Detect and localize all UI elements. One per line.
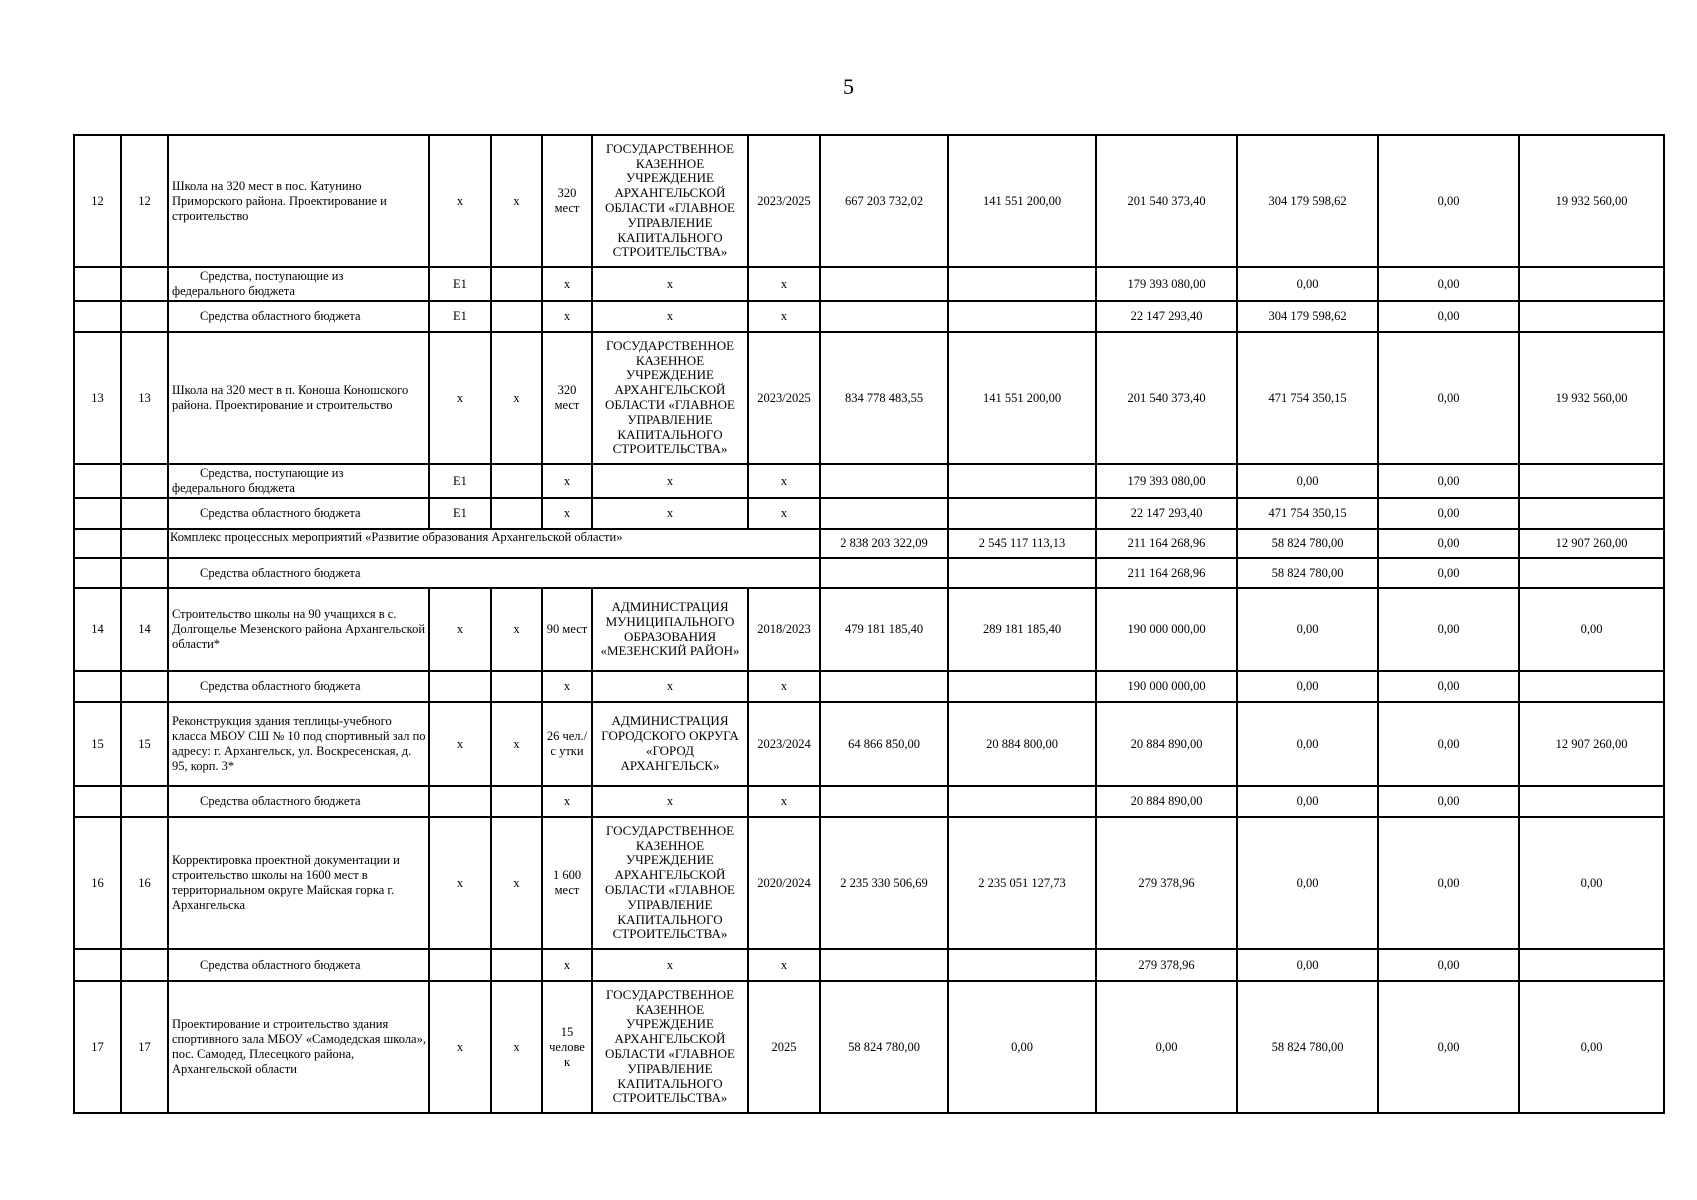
value-cell: 0,00 [1378, 332, 1519, 464]
value-cell: 2 235 051 127,73 [948, 817, 1096, 949]
value-cell: 211 164 268,96 [1096, 529, 1237, 558]
value-cell [1519, 558, 1664, 588]
total-cost: 2 235 330 506,69 [820, 817, 948, 949]
table-row [74, 464, 1664, 498]
organization-cell: ГОСУДАРСТВЕННОЕ КАЗЕННОЕ УЧРЕЖДЕНИЕ АРХАНГЕЛЬСКОЙ ОБЛАСТИ «ГЛАВНОЕ УПРАВЛЕНИЕ КАПИТАЛЬНОГО СТРОИТЕЛЬСТВА» [592, 817, 748, 949]
empty-cell [491, 498, 542, 529]
table-row [74, 529, 1664, 558]
empty-cell [74, 464, 121, 498]
code-cell: x [429, 135, 491, 267]
capacity-cell: x [542, 267, 592, 301]
organization-cell: x [592, 464, 748, 498]
period-cell: x [748, 949, 820, 981]
table-row [74, 949, 1664, 981]
code-cell: x [491, 981, 542, 1113]
value-cell: 0,00 [1378, 267, 1519, 301]
budget-code: E1 [429, 267, 491, 301]
value-cell: 22 147 293,40 [1096, 301, 1237, 332]
empty-cell [491, 301, 542, 332]
value-cell: 289 181 185,40 [948, 588, 1096, 671]
period-cell: 2023/2024 [748, 702, 820, 786]
value-cell: 0,00 [1519, 817, 1664, 949]
table-body [74, 135, 1664, 1113]
value-cell: 0,00 [1378, 949, 1519, 981]
value-cell: 471 754 350,15 [1237, 498, 1378, 529]
value-cell: 12 907 260,00 [1519, 529, 1664, 558]
row-number: 14 [74, 588, 121, 671]
table-row [74, 332, 1664, 464]
empty-cell [491, 267, 542, 301]
value-cell [948, 671, 1096, 702]
funding-source [168, 267, 429, 301]
value-cell: 0,00 [1237, 786, 1378, 817]
row-number: 16 [74, 817, 121, 949]
table-row [74, 301, 1664, 332]
budget-code [429, 949, 491, 981]
value-cell: 279 378,96 [1096, 949, 1237, 981]
object-name: Строительство школы на 90 учащихся в с. Долгощелье Мезенского района Архангельской области* [168, 588, 429, 671]
funding-source-line: Средства областного бюджета [200, 957, 361, 972]
table-row [74, 817, 1664, 949]
table-row [74, 671, 1664, 702]
value-cell: 58 824 780,00 [1237, 981, 1378, 1113]
capacity-cell: 1 600 мест [542, 817, 592, 949]
row-number: 17 [74, 981, 121, 1113]
table-row [74, 558, 1664, 588]
value-cell [1519, 464, 1664, 498]
row-number-secondary: 14 [121, 588, 168, 671]
value-cell: 19 932 560,00 [1519, 332, 1664, 464]
page-number: 5 [843, 74, 854, 99]
funding-source-line: Средства областного бюджета [200, 794, 361, 808]
value-cell: 0,00 [1378, 498, 1519, 529]
row-number: 12 [74, 135, 121, 267]
total-cost: 667 203 732,02 [820, 135, 948, 267]
period-cell: 2020/2024 [748, 817, 820, 949]
table-row [74, 498, 1664, 529]
total-cost: 2 838 203 322,09 [820, 529, 948, 558]
value-cell: 179 393 080,00 [1096, 464, 1237, 498]
value-cell [1519, 949, 1664, 981]
total-cost: 834 778 483,55 [820, 332, 948, 464]
funding-source-line: федерального бюджета [172, 284, 295, 298]
code-cell: x [429, 702, 491, 786]
value-cell: 304 179 598,62 [1237, 301, 1378, 332]
empty-cell [491, 786, 542, 817]
empty-cell [74, 786, 121, 817]
code-cell: x [491, 135, 542, 267]
empty-cell [121, 267, 168, 301]
table-row [74, 588, 1664, 671]
object-name: Школа на 320 мест в п. Коноша Коношского района. Проектирование и строительство [168, 332, 429, 464]
budget-code [429, 786, 491, 817]
budget-table [73, 134, 1665, 1114]
code-cell: x [429, 332, 491, 464]
value-cell [948, 558, 1096, 588]
value-cell: 12 907 260,00 [1519, 702, 1664, 786]
object-name: Школа на 320 мест в пос. Катунино Приморского района. Проектирование и строительство [168, 135, 429, 267]
funding-source-line: Средства областного бюджета [200, 565, 361, 580]
capacity-cell: 90 мест [542, 588, 592, 671]
value-cell: 58 824 780,00 [1237, 529, 1378, 558]
value-cell: 141 551 200,00 [948, 135, 1096, 267]
code-cell: x [429, 817, 491, 949]
value-cell: 0,00 [1378, 671, 1519, 702]
object-name: Проектирование и строительство здания спортивного зала МБОУ «Самодедская школа», пос. Самодед, Плесецкого района, Архангельской области [168, 981, 429, 1113]
funding-source-line: Средства областного бюджета [200, 506, 361, 520]
row-number-secondary: 12 [121, 135, 168, 267]
table-row [74, 267, 1664, 301]
table-row [74, 981, 1664, 1113]
value-cell [948, 464, 1096, 498]
organization-cell: ГОСУДАРСТВЕННОЕ КАЗЕННОЕ УЧРЕЖДЕНИЕ АРХАНГЕЛЬСКОЙ ОБЛАСТИ «ГЛАВНОЕ УПРАВЛЕНИЕ КАПИТАЛЬНОГО СТРОИТЕЛЬСТВА» [592, 981, 748, 1113]
total-cost: 479 181 185,40 [820, 588, 948, 671]
table-row [74, 786, 1664, 817]
value-cell: 0,00 [1237, 588, 1378, 671]
empty-cell [121, 558, 168, 588]
value-cell: 0,00 [1237, 267, 1378, 301]
funding-source [168, 949, 429, 981]
period-cell: 2018/2023 [748, 588, 820, 671]
complex-title: Комплекс процессных мероприятий «Развитие образования Архангельской области» [168, 529, 820, 558]
value-cell [1519, 301, 1664, 332]
value-cell: 279 378,96 [1096, 817, 1237, 949]
capacity-cell: 320 мест [542, 135, 592, 267]
total-cost [820, 464, 948, 498]
value-cell: 0,00 [1237, 817, 1378, 949]
empty-cell [491, 949, 542, 981]
value-cell: 22 147 293,40 [1096, 498, 1237, 529]
value-cell: 201 540 373,40 [1096, 332, 1237, 464]
funding-source-line: Средства областного бюджета [200, 679, 361, 693]
capacity-cell: x [542, 949, 592, 981]
value-cell: 2 545 117 113,13 [948, 529, 1096, 558]
capacity-cell: 320 мест [542, 332, 592, 464]
empty-cell [491, 464, 542, 498]
value-cell [1519, 671, 1664, 702]
capacity-cell: 26 чел./с утки [542, 702, 592, 786]
empty-cell [121, 301, 168, 332]
empty-cell [74, 498, 121, 529]
value-cell: 0,00 [1378, 301, 1519, 332]
value-cell: 0,00 [1378, 135, 1519, 267]
total-cost [820, 558, 948, 588]
period-cell: 2025 [748, 981, 820, 1113]
value-cell: 471 754 350,15 [1237, 332, 1378, 464]
organization-cell: АДМИНИСТРАЦИЯ ГОРОДСКОГО ОКРУГА «ГОРОД АРХАНГЕЛЬСК» [592, 702, 748, 786]
value-cell: 0,00 [948, 981, 1096, 1113]
period-cell: x [748, 498, 820, 529]
code-cell: x [429, 588, 491, 671]
value-cell: 0,00 [1378, 786, 1519, 817]
row-number: 13 [74, 332, 121, 464]
organization-cell: ГОСУДАРСТВЕННОЕ КАЗЕННОЕ УЧРЕЖДЕНИЕ АРХАНГЕЛЬСКОЙ ОБЛАСТИ «ГЛАВНОЕ УПРАВЛЕНИЕ КАПИТАЛЬНОГО СТРОИТЕЛЬСТВА» [592, 135, 748, 267]
empty-cell [491, 671, 542, 702]
value-cell: 0,00 [1378, 464, 1519, 498]
value-cell: 0,00 [1378, 981, 1519, 1113]
row-number-secondary: 13 [121, 332, 168, 464]
period-cell: x [748, 267, 820, 301]
object-name: Корректировка проектной документации и строительство школы на 1600 мест в территориальном округе Майская горка г. Архангельска [168, 817, 429, 949]
empty-cell [121, 671, 168, 702]
empty-cell [121, 949, 168, 981]
row-number-secondary: 16 [121, 817, 168, 949]
organization-cell: АДМИНИСТРАЦИЯ МУНИЦИПАЛЬНОГО ОБРАЗОВАНИЯ «МЕЗЕНСКИЙ РАЙОН» [592, 588, 748, 671]
empty-cell [74, 301, 121, 332]
empty-cell [74, 558, 121, 588]
value-cell: 201 540 373,40 [1096, 135, 1237, 267]
value-cell: 0,00 [1378, 529, 1519, 558]
capacity-cell: x [542, 301, 592, 332]
empty-cell [121, 464, 168, 498]
funding-source [168, 671, 429, 702]
empty-cell [74, 267, 121, 301]
table-row [74, 702, 1664, 786]
value-cell [1519, 267, 1664, 301]
code-cell: x [491, 332, 542, 464]
value-cell: 141 551 200,00 [948, 332, 1096, 464]
object-name: Реконструкция здания теплицы-учебного класса МБОУ СШ № 10 под спортивный зал по адресу: г. Архангельск, ул. Воскресенская, д. 95, корп. 3* [168, 702, 429, 786]
table-row [74, 135, 1664, 267]
funding-source-line: Средства, поступающие из [200, 269, 344, 283]
value-cell: 0,00 [1237, 671, 1378, 702]
total-cost: 58 824 780,00 [820, 981, 948, 1113]
code-cell: x [429, 981, 491, 1113]
total-cost [820, 267, 948, 301]
value-cell: 19 932 560,00 [1519, 135, 1664, 267]
value-cell: 0,00 [1096, 981, 1237, 1113]
value-cell: 0,00 [1519, 981, 1664, 1113]
value-cell [1519, 786, 1664, 817]
value-cell: 190 000 000,00 [1096, 671, 1237, 702]
empty-cell [121, 498, 168, 529]
value-cell: 20 884 890,00 [1096, 786, 1237, 817]
capacity-cell: x [542, 498, 592, 529]
code-cell: x [491, 817, 542, 949]
budget-code: E1 [429, 301, 491, 332]
budget-code: E1 [429, 464, 491, 498]
value-cell: 179 393 080,00 [1096, 267, 1237, 301]
funding-source [168, 464, 429, 498]
period-cell: x [748, 786, 820, 817]
period-cell: 2023/2025 [748, 332, 820, 464]
value-cell [948, 786, 1096, 817]
value-cell: 0,00 [1237, 702, 1378, 786]
row-number-secondary: 17 [121, 981, 168, 1113]
budget-code [429, 671, 491, 702]
funding-source-line: Средства областного бюджета [200, 309, 361, 323]
value-cell: 304 179 598,62 [1237, 135, 1378, 267]
value-cell: 0,00 [1519, 588, 1664, 671]
empty-cell [121, 786, 168, 817]
organization-cell: x [592, 949, 748, 981]
period-cell: x [748, 464, 820, 498]
empty-cell [74, 949, 121, 981]
value-cell: 211 164 268,96 [1096, 558, 1237, 588]
organization-cell: x [592, 301, 748, 332]
value-cell [948, 267, 1096, 301]
value-cell [948, 949, 1096, 981]
value-cell: 0,00 [1237, 464, 1378, 498]
value-cell: 0,00 [1378, 817, 1519, 949]
organization-cell: x [592, 267, 748, 301]
capacity-cell: x [542, 671, 592, 702]
total-cost [820, 949, 948, 981]
value-cell: 20 884 800,00 [948, 702, 1096, 786]
empty-cell [121, 529, 168, 558]
code-cell: x [491, 588, 542, 671]
funding-source [168, 786, 429, 817]
period-cell: x [748, 301, 820, 332]
row-number-secondary: 15 [121, 702, 168, 786]
capacity-cell: x [542, 464, 592, 498]
capacity-cell: 15 челове к [542, 981, 592, 1113]
total-cost [820, 671, 948, 702]
organization-cell: x [592, 786, 748, 817]
funding-source [168, 301, 429, 332]
funding-source-line: федерального бюджета [172, 481, 295, 495]
funding-source [168, 498, 429, 529]
budget-code: E1 [429, 498, 491, 529]
value-cell: 0,00 [1378, 588, 1519, 671]
value-cell [1519, 498, 1664, 529]
total-cost: 64 866 850,00 [820, 702, 948, 786]
value-cell [948, 498, 1096, 529]
capacity-cell: x [542, 786, 592, 817]
period-cell: 2023/2025 [748, 135, 820, 267]
empty-cell [74, 671, 121, 702]
value-cell: 20 884 890,00 [1096, 702, 1237, 786]
organization-cell: x [592, 498, 748, 529]
funding-source [168, 558, 820, 588]
organization-cell: ГОСУДАРСТВЕННОЕ КАЗЕННОЕ УЧРЕЖДЕНИЕ АРХАНГЕЛЬСКОЙ ОБЛАСТИ «ГЛАВНОЕ УПРАВЛЕНИЕ КАПИТАЛЬНОГО СТРОИТЕЛЬСТВА» [592, 332, 748, 464]
empty-cell [74, 529, 121, 558]
total-cost [820, 301, 948, 332]
code-cell: x [491, 702, 542, 786]
value-cell: 0,00 [1378, 702, 1519, 786]
total-cost [820, 498, 948, 529]
value-cell: 0,00 [1378, 558, 1519, 588]
value-cell: 0,00 [1237, 949, 1378, 981]
row-number: 15 [74, 702, 121, 786]
value-cell: 190 000 000,00 [1096, 588, 1237, 671]
total-cost [820, 786, 948, 817]
value-cell [948, 301, 1096, 332]
organization-cell: x [592, 671, 748, 702]
value-cell: 58 824 780,00 [1237, 558, 1378, 588]
period-cell: x [748, 671, 820, 702]
funding-source-line: Средства, поступающие из [200, 466, 344, 480]
